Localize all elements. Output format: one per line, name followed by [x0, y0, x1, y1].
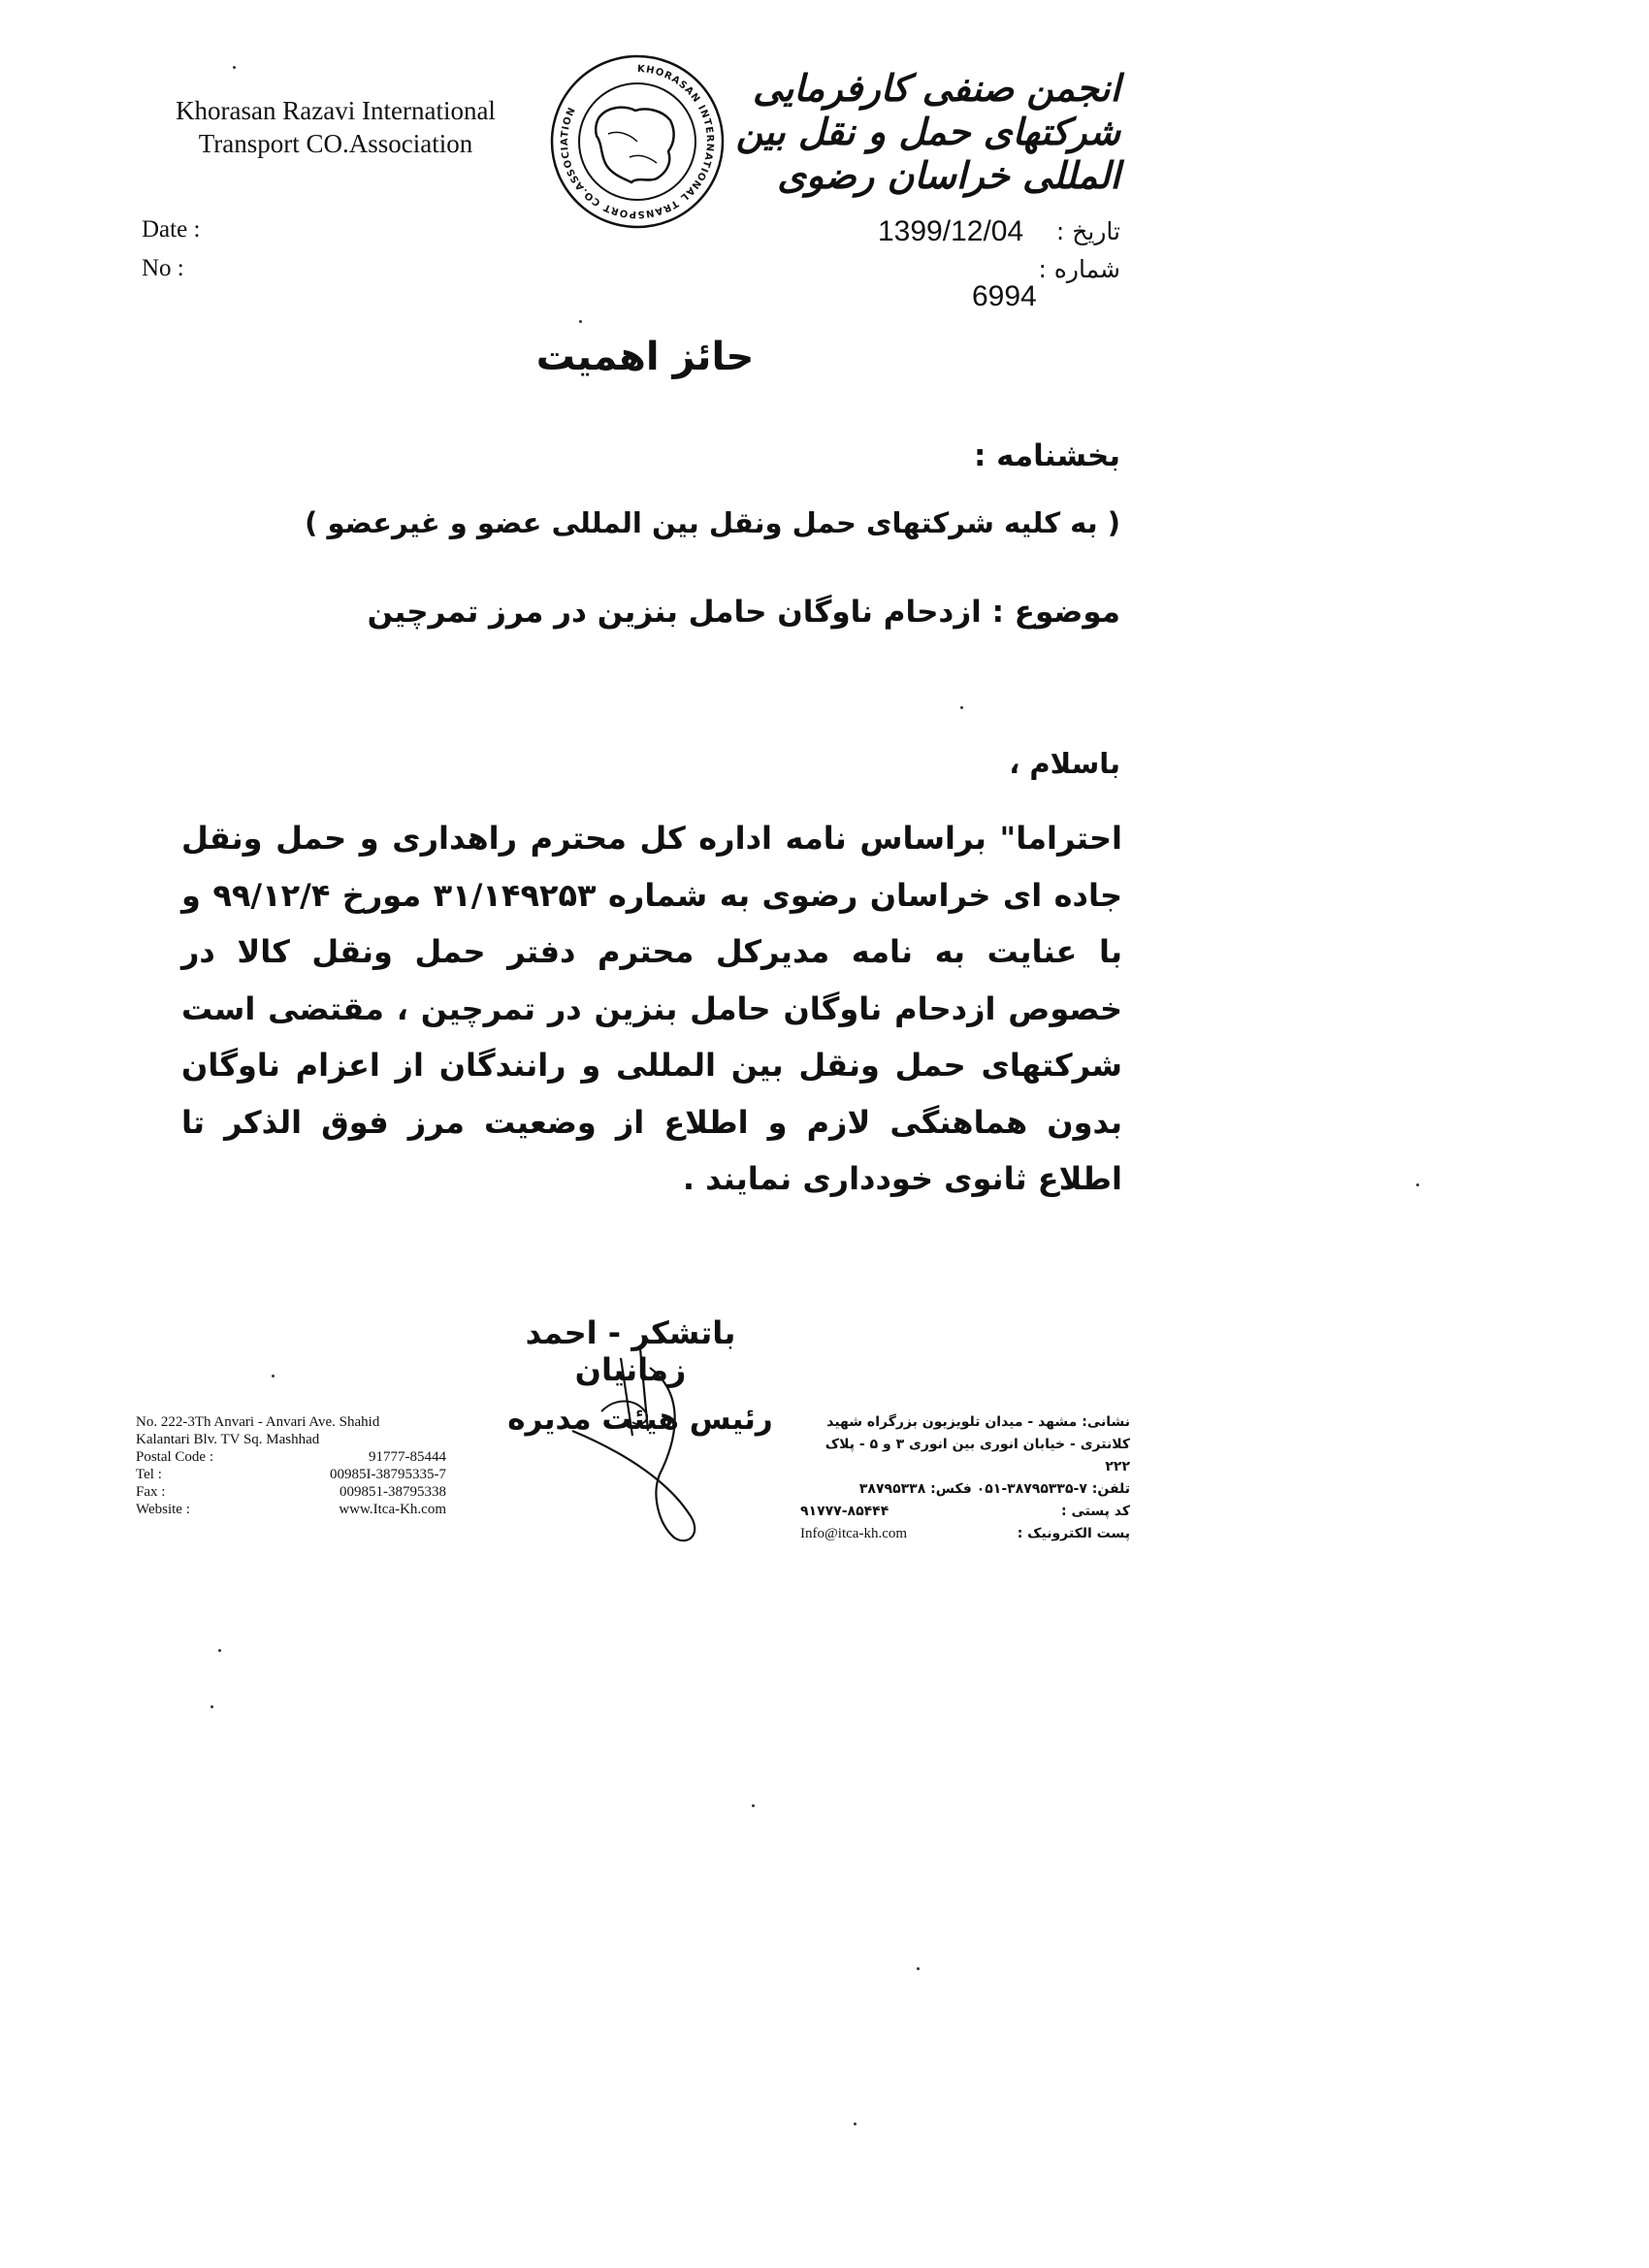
scan-speck [272, 1375, 275, 1377]
footer-en-tel-label: Tel : [136, 1467, 162, 1482]
footer-fa-email-row [800, 1523, 1130, 1545]
footer-en-address-line1: No. 222-3Th Anvari - Anvari Ave. Shahid [136, 1414, 380, 1430]
footer-en-postal-row [136, 1448, 446, 1466]
recipients: ( به کلیه شرکتهای حمل ونقل بین المللی عضو و غیرعضو ) [305, 506, 1120, 539]
footer-en-website-value: www.Itca-Kh.com [339, 1502, 446, 1517]
org-name-en [142, 94, 530, 160]
footer-fa-address-line1: نشانی: مشهد - میدان تلویزیون بزرگراه شهید [826, 1414, 1130, 1430]
footer-en-website-label: Website : [136, 1502, 190, 1517]
greeting: باسلام ، [1009, 747, 1120, 780]
signature-closing: باتشکر - احمد زمانیان [525, 1314, 736, 1388]
scan-speck [233, 66, 236, 69]
letter-body: احتراما" براساس نامه اداره کل محترم راهداری و حمل ونقل جاده ای خراسان رضوی به شماره ۳۱/۱۴۹۲۵۳ مورخ ۹۹/۱۲/۴ و با عنایت به نامه مدیرکل محترم دفتر حمل ونقل کالا در خصوص ازدحام ناوگان حامل بنزین در تمرچین ، مقتضی است شرکتهای حمل ونقل بین المللی و رانندگان از اعزام ناوگان بدون هماهنگی لازم و اطلاع از وضعیت مرز فوق الذکر تا اطلاع ثانوی خودداری نمایند . [181, 820, 1123, 1197]
footer-en-fax-value: 009851-38795338 [340, 1484, 446, 1500]
scan-speck [960, 706, 963, 709]
org-name-en-line1: Khorasan Razavi International [176, 96, 496, 125]
footer-en-postal-label: Postal Code : [136, 1449, 214, 1465]
scan-speck [579, 320, 582, 323]
footer-fa-address-line2: کلانتری - خیابان انوری بین انوری ۳ و ۵ - پلاک ۲۲۲ [824, 1437, 1130, 1474]
footer-en-tel-value: 00985I-38795335-7 [330, 1467, 446, 1482]
footer-fa-email-label: پست الکترونیک : [1017, 1526, 1130, 1541]
association-logo [548, 50, 728, 235]
scan-speck [854, 2122, 857, 2125]
scan-speck [210, 1705, 213, 1708]
footer-fa-phone-line: تلفن: ۷-۳۸۷۹۵۳۳۵-۰۵۱ فکس: ۳۸۷۹۵۳۳۸ [858, 1481, 1130, 1497]
footer-en-address-line2: Kalantari Blv. TV Sq. Mashhad [136, 1432, 320, 1447]
scan-speck [917, 1967, 920, 1970]
circular-label: بخشنامه : [973, 438, 1120, 473]
footer-en-fax-label: Fax : [136, 1484, 166, 1500]
no-label-fa: شماره : [1038, 255, 1120, 283]
scan-speck [1416, 1183, 1419, 1186]
handwritten-signature [543, 1339, 737, 1562]
footer-fa-postal-row [800, 1501, 1130, 1523]
importance-heading: حائز اهمیت [535, 335, 755, 379]
footer-fa-email-value: Info@itca-kh.com [800, 1526, 908, 1541]
iran-map-icon [596, 108, 673, 182]
scan-speck [218, 1649, 221, 1652]
logo-ring-text: KHORASAN INTERNATIONAL TRANSPORT CO.ASSOCIATION [559, 63, 716, 220]
footer-fa-postal-value: ۹۱۷۷۷-۸۵۴۴۴ [800, 1504, 889, 1519]
scan-speck [752, 1804, 755, 1807]
footer-en-fax-row [136, 1483, 446, 1501]
footer-en-tel-row [136, 1466, 446, 1483]
org-name-fa: انجمن صنفی کارفرمایی شرکتهای حمل و نقل بین المللی خراسان رضوی [735, 66, 1120, 197]
org-name-en-line2: Transport CO.Association [198, 129, 473, 158]
date-value: 1399/12/04 [878, 215, 1024, 247]
subject: موضوع : ازدحام ناوگان حامل بنزین در مرز تمرچین [367, 595, 1120, 630]
footer-en [136, 1413, 446, 1518]
footer-en-website-row [136, 1501, 446, 1518]
no-label-en: No : [142, 255, 184, 281]
signature-title: رئیس هیئت مدیره [507, 1402, 773, 1437]
footer-en-postal-value: 91777-85444 [369, 1449, 446, 1465]
footer-fa [800, 1411, 1130, 1545]
date-label-fa: تاریخ : [1055, 217, 1120, 245]
footer-fa-postal-label: کد پستی : [1061, 1504, 1130, 1519]
letter-number: 6994 [972, 280, 1037, 312]
date-label-en: Date : [142, 216, 201, 243]
